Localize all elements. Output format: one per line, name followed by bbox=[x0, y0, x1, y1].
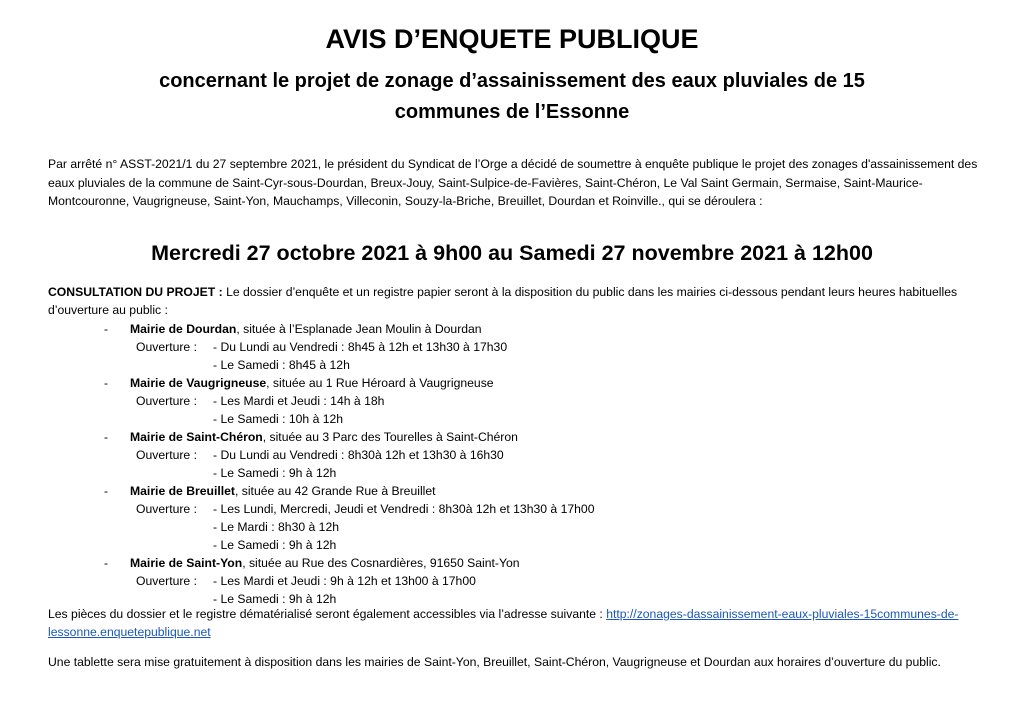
consultation-label: CONSULTATION DU PROJET : bbox=[48, 285, 223, 299]
intro-paragraph: Par arrêté n° ASST-2021/1 du 27 septembre 2021, le président du Syndicat de l’Orge a décidé de soumettre à enquête publique le projet des zonages d'assainissement des eaux pluviales de la commune de Saint-Cyr-sous-Dourdan, Breux-Jouy, Saint-Sulpice-de-Favières, Saint-Chéron, Le Val Saint Germain, Sermaise, Saint-Maurice-Montcouronne, Vaugrigneuse, Saint-Yon, Mauchamps, Villeconin, Souzy-la-Briche, Breuillet, Dourdan et Roinville., qui se déroulera : bbox=[48, 157, 978, 209]
opening-hours-line bbox=[48, 464, 978, 482]
mairie-name: Mairie de Vaugrigneuse bbox=[130, 376, 267, 390]
opening-hours-line bbox=[48, 446, 978, 464]
opening-label: Ouverture : bbox=[136, 502, 197, 516]
mairie-location: , située à l’Esplanade Jean Moulin à Dourdan bbox=[236, 322, 482, 336]
tablet-paragraph: Une tablette sera mise gratuitement à disposition dans les mairies de Saint-Yon, Breuillet, Saint-Chéron, Vaugrigneuse et Dourdan aux horaires d’ouverture du public. bbox=[48, 655, 941, 669]
hours-text: - Le Samedi : 9h à 12h bbox=[213, 592, 337, 606]
page-subtitle bbox=[0, 66, 1024, 128]
consultation-text: Le dossier d’enquête et un registre papier seront à la disposition du public dans les mairies ci-dessous pendant leurs heures habituelles d’ouverture au public : bbox=[48, 285, 958, 317]
hours-text: - Les Lundi, Mercredi, Jeudi et Vendredi : 8h30à 12h et 13h30 à 17h00 bbox=[213, 502, 595, 516]
mairie-location: , située au 1 Rue Héroard à Vaugrigneuse bbox=[266, 376, 494, 390]
list-item bbox=[48, 428, 978, 446]
mairie-name: Mairie de Saint-Yon bbox=[130, 556, 243, 570]
page-title: AVIS D’ENQUETE PUBLIQUE bbox=[325, 24, 699, 54]
hours-text: - Du Lundi au Vendredi : 8h30à 12h et 13h30 à 16h30 bbox=[213, 448, 504, 462]
bullet-dash: - bbox=[104, 322, 109, 336]
opening-hours-line bbox=[48, 500, 978, 518]
bullet-dash: - bbox=[104, 556, 109, 570]
opening-hours-line bbox=[48, 356, 978, 374]
mairie-name: Mairie de Saint-Chéron bbox=[130, 430, 263, 444]
hours-text: - Le Samedi : 8h45 à 12h bbox=[213, 358, 350, 372]
subtitle-line-1: concernant le projet de zonage d’assainissement des eaux pluviales de 15 bbox=[159, 70, 865, 92]
hours-text: - Le Mardi : 8h30 à 12h bbox=[213, 520, 340, 534]
online-access-text: Les pièces du dossier et le registre dématérialisé seront également accessibles via l’adresse suivante : bbox=[48, 607, 607, 621]
mairie-name: Mairie de Breuillet bbox=[130, 484, 235, 498]
opening-hours-line bbox=[48, 518, 978, 536]
hours-text: - Le Samedi : 9h à 12h bbox=[213, 538, 337, 552]
hours-text: - Du Lundi au Vendredi : 8h45 à 12h et 13h30 à 17h30 bbox=[213, 340, 508, 354]
hours-text: - Les Mardi et Jeudi : 14h à 18h bbox=[213, 394, 385, 408]
mairie-location: , située au 3 Parc des Tourelles à Saint-Chéron bbox=[262, 430, 518, 444]
opening-hours-line bbox=[48, 572, 978, 590]
opening-label: Ouverture : bbox=[136, 448, 197, 462]
mairie-location: , située au 42 Grande Rue à Breuillet bbox=[234, 484, 436, 498]
bullet-dash: - bbox=[104, 430, 109, 444]
mairie-location: , située au Rue des Cosnardières, 91650 Saint-Yon bbox=[242, 556, 520, 570]
list-item bbox=[48, 482, 978, 500]
opening-hours-line bbox=[48, 536, 978, 554]
mairie-list bbox=[48, 320, 978, 608]
hours-text: - Les Mardi et Jeudi : 9h à 12h et 13h00 à 17h00 bbox=[213, 574, 476, 588]
inquiry-dates: Mercredi 27 octobre 2021 à 9h00 au Samedi 27 novembre 2021 à 12h00 bbox=[151, 241, 873, 265]
mairie-name: Mairie de Dourdan bbox=[130, 322, 237, 336]
opening-hours-line bbox=[48, 410, 978, 428]
bullet-dash: - bbox=[104, 484, 109, 498]
enquete-publique-link[interactable]: http://zonages-dassainissement-eaux-pluviales-15communes-de-lessonne.enquetepublique.net bbox=[48, 607, 959, 639]
opening-label: Ouverture : bbox=[136, 394, 197, 408]
list-item bbox=[48, 320, 978, 338]
opening-label: Ouverture : bbox=[136, 574, 197, 588]
hours-text: - Le Samedi : 10h à 12h bbox=[213, 412, 344, 426]
opening-label: Ouverture : bbox=[136, 340, 197, 354]
subtitle-line-2: communes de l’Essonne bbox=[394, 101, 630, 123]
opening-hours-line bbox=[48, 392, 978, 410]
hours-text: - Le Samedi : 9h à 12h bbox=[213, 466, 337, 480]
opening-hours-line bbox=[48, 338, 978, 356]
list-item bbox=[48, 374, 978, 392]
list-item bbox=[48, 554, 978, 572]
bullet-dash: - bbox=[104, 376, 109, 390]
online-access-paragraph bbox=[48, 605, 978, 641]
consultation-paragraph bbox=[48, 284, 978, 319]
